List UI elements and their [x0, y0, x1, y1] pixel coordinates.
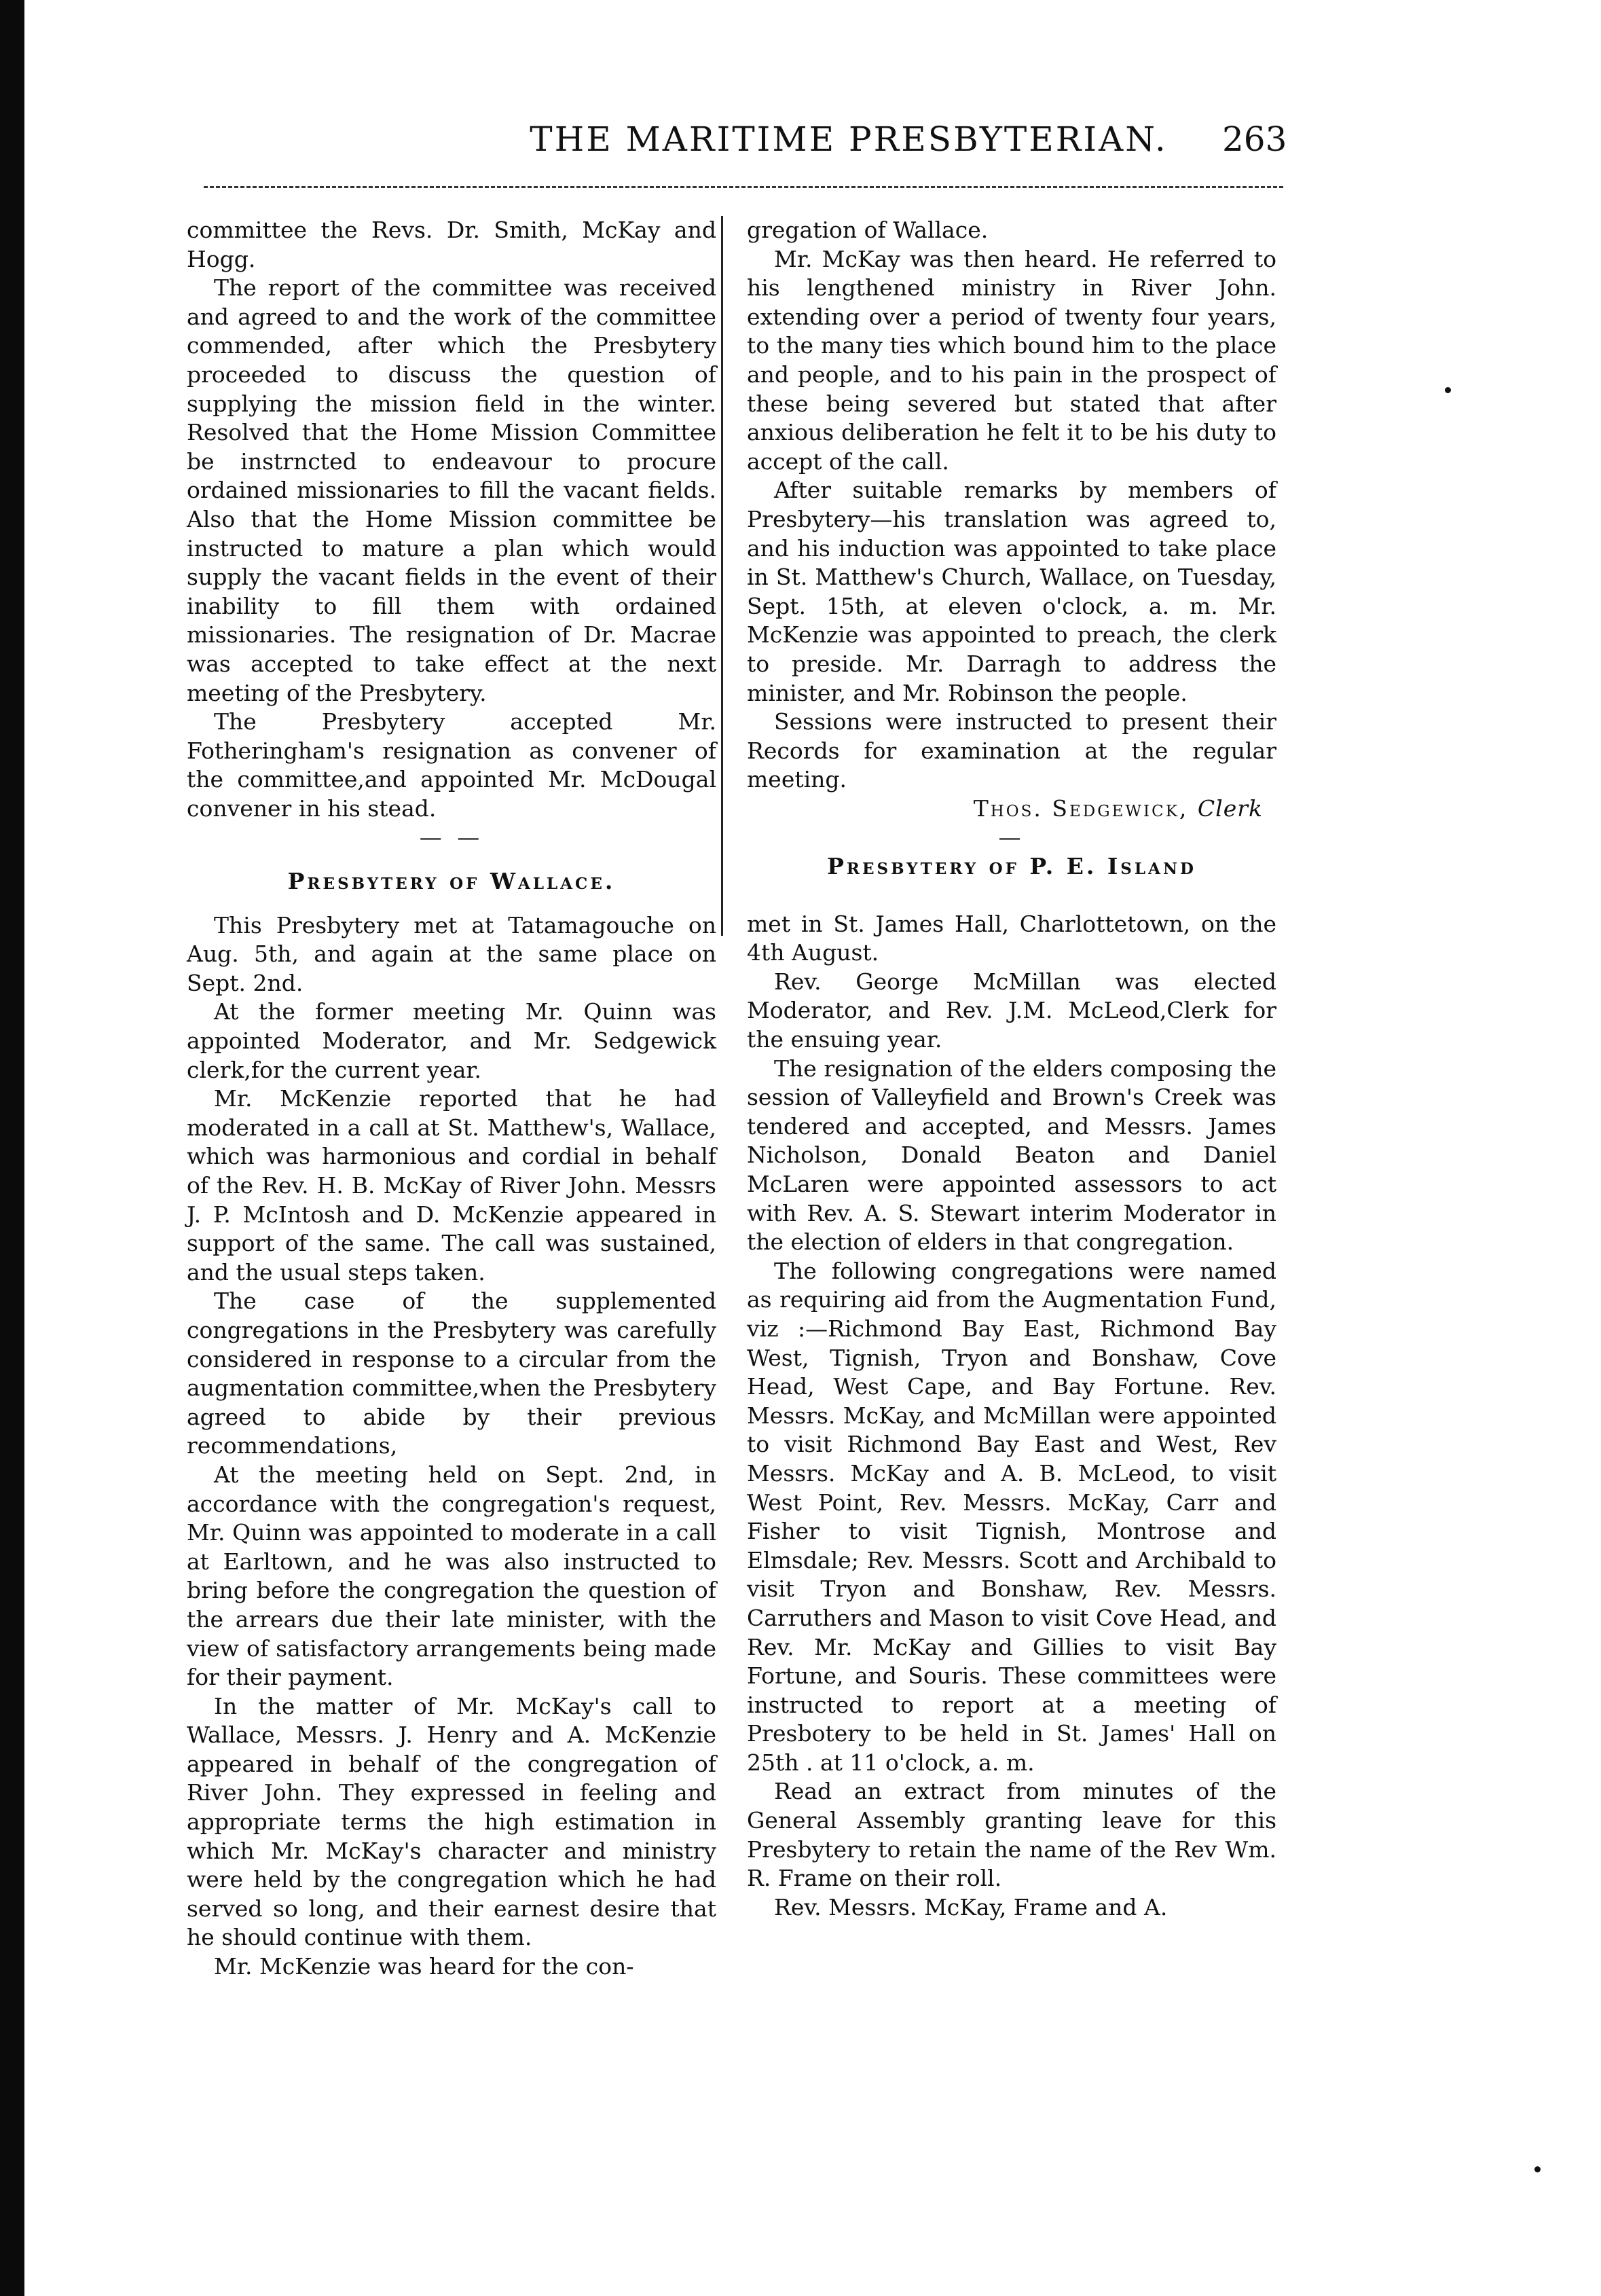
- section-separator: — —: [419, 824, 484, 851]
- pei-heading: Presbytery of P. E. Island: [827, 853, 1196, 880]
- pei-paragraph: met in St. James Hall, Charlottetown, on the 4th August.: [747, 910, 1276, 966]
- pei-paragraph: Rev. Messrs. McKay, Frame and A.: [774, 1893, 1168, 1920]
- signature-name: Thos. Sedgewick,: [973, 795, 1189, 822]
- wallace-paragraph: The case of the supplemented congregations in the Presbytery was carefully considered in response to a circular from the augmentation committee,when the Presbytery agreed to abide by their previous recommendations,: [187, 1288, 716, 1459]
- continued-paragraph: gregation of Wallace.: [747, 217, 989, 243]
- left-column: [187, 216, 716, 1982]
- section-separator: —: [998, 824, 1025, 851]
- signature-role: Clerk: [1197, 795, 1263, 822]
- ink-speck: [1534, 2166, 1541, 2172]
- wallace-paragraph: At the meeting held on Sept. 2nd, in accordance with the congregation's request, Mr. Quinn was appointed to moderate in a call at Earltown, and he was also instructed to bring before the congregation the question of the arrears due their late minister, with the view of satisfactory arrangements being made for their payment.: [187, 1461, 716, 1691]
- convener-paragraph: The Presbytery accepted Mr. Fotheringham's resignation as convener of the committee,and appointed Mr. McDougal convener in his stead.: [187, 708, 716, 822]
- ink-speck: [1445, 387, 1451, 393]
- column-divider: [721, 216, 723, 936]
- wallace-paragraph: Mr. McKenzie reported that he had moderated in a call at St. Matthew's, Wallace, which was harmonious and cordial in behalf of the Rev. H. B. McKay of River John. Messrs J. P. McIntosh and D. McKenzie appeared in support of the same. The call was sustained, and the usual steps taken.: [187, 1085, 716, 1286]
- page-number: 263: [1222, 120, 1287, 159]
- wallace-paragraph: This Presbytery met at Tatamagouche on Aug. 5th, and again at the same place on Sept. 2nd.: [187, 911, 716, 996]
- wallace-paragraph: At the former meeting Mr. Quinn was appointed Moderator, and Mr. Sedgewick clerk,for the current year.: [187, 998, 716, 1083]
- translation-paragraph: After suitable remarks by members of Presbytery—his translation was agreed to, and his induction was appointed to take place in St. Matthew's Church, Wallace, on Tuesday, Sept. 15th, at eleven o'clock, a. m. Mr. McKenzie was appointed to preach, the clerk to preside. Mr. Darragh to address the minister, and Mr. Robinson the people.: [747, 477, 1276, 706]
- continued-paragraph: committee the Revs. Dr. Smith, McKay and Hogg.: [187, 217, 716, 272]
- header-rule: [204, 186, 1283, 188]
- clerk-signature: [747, 795, 1276, 824]
- committee-report-paragraph: The report of the committee was received and agreed to and the work of the committee commended, after which the Presbytery proceeded to discuss the question of supplying the mission field in the winter. Resolved that the Home Mission Committee be instrncted to endeavour to procure ordained missionaries to fill the vacant fields. Also that the Home Mission committee be instructed to mature a plan which would supply the vacant fields in the event of their inability to fill them with ordained missionaries. The resignation of Dr. Macrae was accepted to take effect at the next meeting of the Presbytery.: [187, 274, 716, 706]
- pei-paragraph: The resignation of the elders composing the session of Valleyfield and Brown's Creek was tendered and accepted, and Messrs. James Nicholson, Donald Beaton and Daniel McLaren were appointed assessors to act with Rev. A. S. Stewart interim Moderator in the election of elders in that congregation.: [747, 1055, 1276, 1256]
- wallace-paragraph: Mr. McKenzie was heard for the con-: [214, 1953, 634, 1980]
- wallace-paragraph: In the matter of Mr. McKay's call to Wallace, Messrs. J. Henry and A. McKenzie appeared in behalf of the congregation of River John. They expressed in feeling and appropriate terms the high estimation in which Mr. McKay's character and ministry were held by the congregation which he had served so long, and their earnest desire that he should continue with them.: [187, 1692, 716, 1951]
- right-column: [747, 216, 1276, 1922]
- mckay-paragraph: Mr. McKay was then heard. He referred to his lengthened ministry in River John. extending over a period of twenty four years, to the many ties which bound him to the place and people, and to his pain in the prospect of these being severed but stated that after anxious deliberation he felt it to be his duty to accept of the call.: [747, 245, 1276, 475]
- pei-paragraph: The following congregations were named as requiring aid from the Augmentation Fund, viz :—Richmond Bay East, Richmond Bay West, Tignish, Tryon and Bonshaw, Cove Head, West Cape, and Bay Fortune. Rev. Messrs. McKay, and McMillan were appointed to visit Richmond Bay East and West, Rev Messrs. McKay and A. B. McLeod, to visit West Point, Rev. Messrs. McKay, Carr and Fisher to visit Tignish, Montrose and Elmsdale; Rev. Messrs. Scott and Archibald to visit Tryon and Bonshaw, Rev. Messrs. Carruthers and Mason to visit Cove Head, and Rev. Mr. McKay and Gillies to visit Bay Fortune, and Souris. These committees were instructed to report at a meeting of Presbotery to be held in St. James' Hall on 25th . at 11 o'clock, a. m.: [747, 1257, 1276, 1776]
- pei-paragraph: Rev. George McMillan was elected Moderator, and Rev. J.M. McLeod,Clerk for the ensuing year.: [747, 968, 1276, 1053]
- wallace-heading: Presbytery of Wallace.: [287, 868, 616, 895]
- sessions-paragraph: Sessions were instructed to present their Records for examination at the regular meeting.: [747, 708, 1276, 793]
- pei-paragraph: Read an extract from minutes of the General Assembly granting leave for this Presbytery to retain the name of the Rev Wm. R. Frame on their roll.: [747, 1778, 1276, 1892]
- running-title: THE MARITIME PRESBYTERIAN.: [530, 120, 1168, 159]
